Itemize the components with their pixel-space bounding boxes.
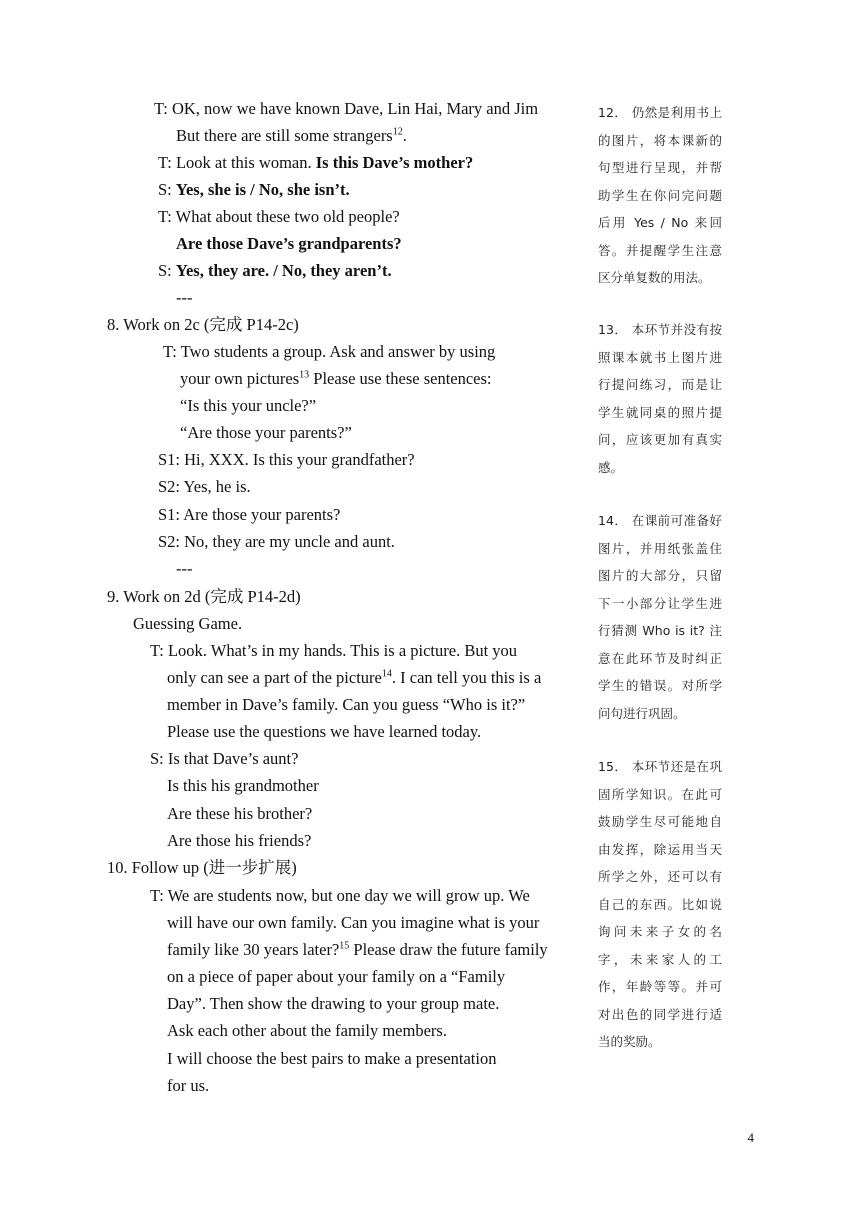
- line: Day”. Then show the drawing to your group mate.: [167, 994, 500, 1013]
- section-heading: 9. Work on 2d (完成 P14-2d): [107, 587, 301, 606]
- margin-note-13: 13． 本环节并没有按照课本就书上图片进行提问练习，而是让学生就同桌的照片提问，应该更加有真实感。: [598, 322, 722, 475]
- line: will have our own family. Can you imagine what is your: [167, 913, 540, 932]
- footnote-ref: 15: [339, 940, 350, 952]
- line: T: Look at this woman. Is this Dave’s mother?: [158, 153, 474, 172]
- line: S1: Hi, XXX. Is this your grandfather?: [158, 450, 415, 469]
- line: T: Two students a group. Ask and answer by using: [163, 342, 496, 361]
- page-number: 4: [747, 1130, 754, 1145]
- line: Are these his brother?: [167, 804, 313, 823]
- line: S: Is that Dave’s aunt?: [150, 749, 299, 768]
- margin-note-14: 14． 在课前可准备好图片，并用纸张盖住图片的大部分，只留下一小部分让学生进行猜测 Who is it? 注意在此环节及时纠正学生的错误。对所学问句进行巩固。: [598, 513, 722, 721]
- section-heading: 10. Follow up (进一步扩展): [107, 858, 297, 877]
- line: Guessing Game.: [133, 614, 243, 633]
- line: “Are those your parents?”: [180, 423, 352, 442]
- footnote-ref: 12: [392, 126, 403, 138]
- line: Are those Dave’s grandparents?: [176, 234, 402, 253]
- line: T: Look. What’s in my hands. This is a picture. But you: [150, 641, 518, 660]
- line: S2: No, they are my uncle and aunt.: [158, 532, 395, 551]
- line: I will choose the best pairs to make a presentation: [167, 1049, 497, 1068]
- line: “Is this your uncle?”: [180, 396, 317, 415]
- section-heading: 8. Work on 2c (完成 P14-2c): [107, 315, 299, 334]
- line: on a piece of paper about your family on a “Family: [167, 967, 506, 986]
- line: your own pictures$^{13}$ Please use these sentences:: [180, 369, 492, 388]
- line: member in Dave’s family. Can you guess “Who is it?”: [167, 695, 526, 714]
- line: T: We are students now, but one day we will grow up. We: [150, 886, 530, 905]
- line: ---: [176, 288, 193, 307]
- line: Is this his grandmother: [167, 776, 319, 795]
- line: S: Yes, she is / No, she isn’t.: [158, 180, 350, 199]
- line: T: OK, now we have known Dave, Lin Hai, Mary and Jim: [154, 99, 539, 118]
- line: Ask each other about the family members.: [167, 1021, 447, 1040]
- line: only can see a part of the picture$^{14}$. I can tell you this is a: [167, 668, 542, 687]
- footnote-ref: 13: [299, 369, 310, 381]
- line: S2: Yes, he is.: [158, 477, 251, 496]
- line: S: Yes, they are. / No, they aren’t.: [158, 261, 392, 280]
- line: ---: [176, 559, 193, 578]
- line: Are those his friends?: [167, 831, 312, 850]
- line: family like 30 years later?$^{15}$ Please draw the future family: [167, 940, 548, 959]
- line: But there are still some strangers$^{12}$.: [176, 126, 407, 145]
- line: T: What about these two old people?: [158, 207, 400, 226]
- margin-note-15: 15． 本环节还是在巩固所学知识。在此可鼓励学生尽可能地自由发挥，除运用当天所学之外，还可以有自己的东西。比如说询问未来子女的名字，未来家人的工作，年龄等等。并可对出色的同学进行适当的奖励。: [598, 759, 722, 1049]
- line: Please use the questions we have learned today.: [167, 722, 482, 741]
- footnote-ref: 14: [381, 668, 392, 680]
- line: S1: Are those your parents?: [158, 505, 341, 524]
- line: for us.: [167, 1076, 210, 1095]
- margin-note-12: 12． 仍然是利用书上的图片，将本课新的句型进行呈现，并帮助学生在你问完问题后用 Yes / No 来回答。并提醒学生注意区分单复数的用法。: [598, 105, 722, 285]
